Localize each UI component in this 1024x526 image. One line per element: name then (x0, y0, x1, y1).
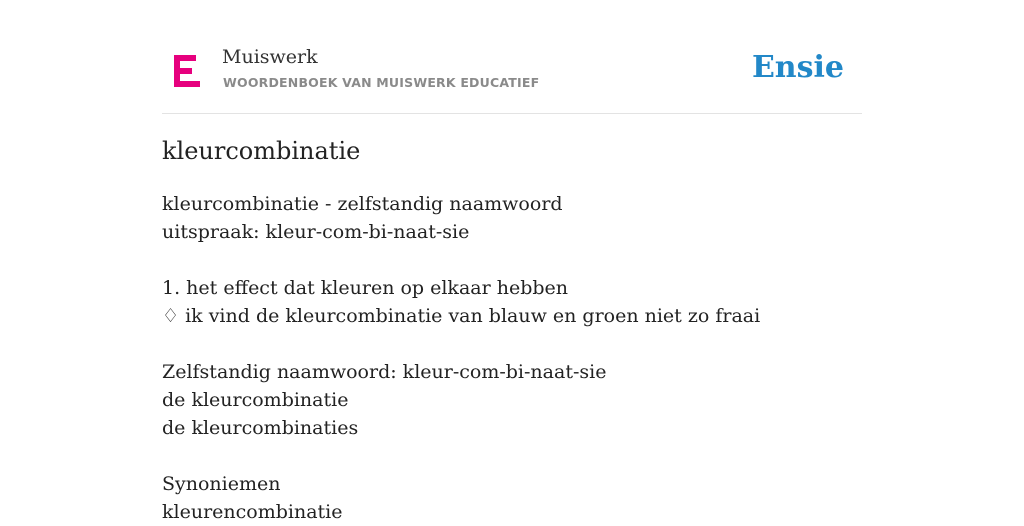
entry-line: kleurcombinatie - zelfstandig naamwoord (162, 193, 563, 215)
entry-line (162, 442, 760, 470)
page-title: kleurcombinatie (162, 137, 361, 165)
entry-line: ♢ ik vind de kleurcombinatie van blauw en groen niet zo fraai (162, 305, 761, 327)
entry-line: 1. het effect dat kleuren op elkaar hebben (162, 277, 569, 299)
entry-line: de kleurcombinatie (162, 389, 349, 411)
site-subtitle: WOORDENBOEK VAN MUISWERK EDUCATIEF (223, 75, 540, 90)
entry-line: de kleurcombinaties (162, 417, 359, 439)
entry-content (162, 190, 760, 526)
entry-line: kleurencombinatie (162, 501, 343, 523)
page-container (162, 0, 862, 523)
site-name[interactable]: Muiswerk (222, 46, 318, 68)
entry-line: Synoniemen (162, 473, 281, 495)
ensie-brand-link[interactable]: Ensie (751, 50, 844, 85)
entry-line: Zelfstandig naamwoord: kleur-com-bi-naat-sie (162, 361, 607, 383)
site-header (162, 0, 862, 114)
entry-line (162, 330, 760, 358)
entry-line: uitspraak: kleur-com-bi-naat-sie (162, 221, 470, 243)
entry-line (162, 246, 760, 274)
muiswerk-logo-icon[interactable] (174, 55, 200, 87)
